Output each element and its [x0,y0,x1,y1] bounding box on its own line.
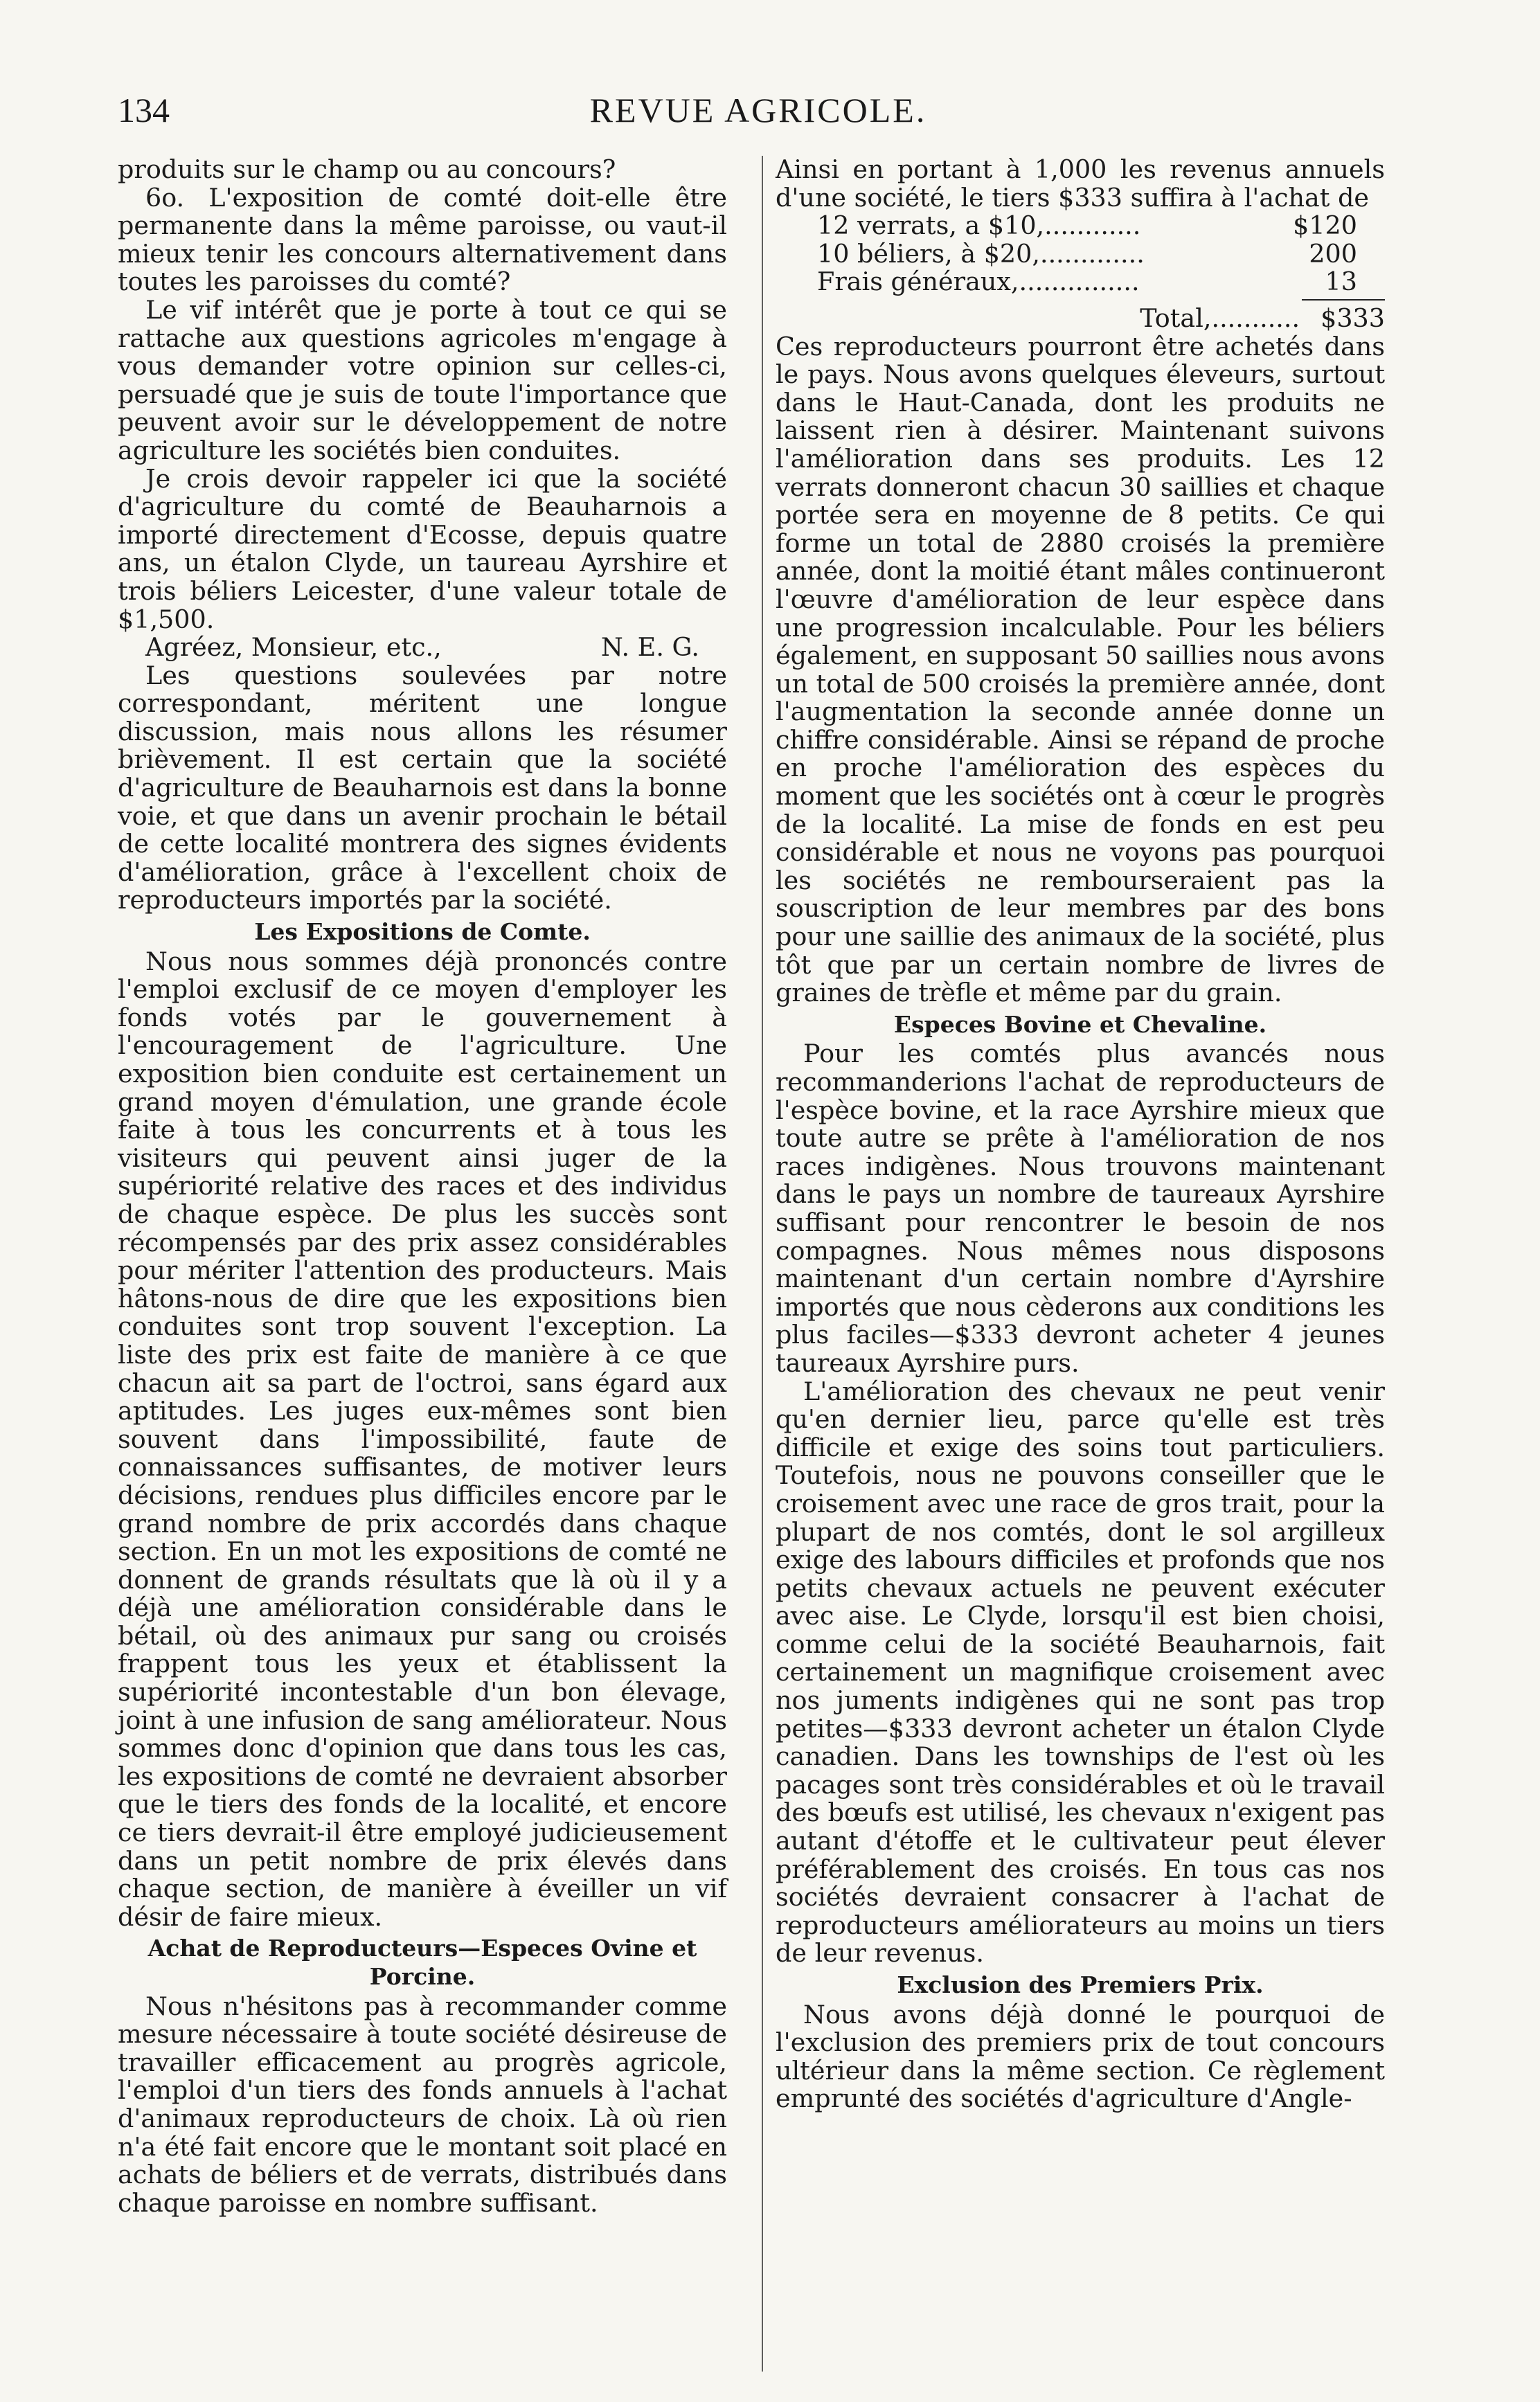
paragraph: Ces reproducteurs pourront être achetés dans le pays. Nous avons quelques éleveurs, surtout dans le Haut-Canada, dont les produits ne laissent rien à désirer. Maintenant suivons l'amélioration dans ses produits. Les 12 verrats donneront chacun 30 saillies et chaque portée sera en moyenne de 8 petits. Ce qui forme un total de 2880 croisés la première année, dont la moitié étant mâles continueront l'œuvre d'amélioration de leur espèce dans une progression incalculable. Pour les béliers également, en supposant 50 saillies nous avons un total de 500 croisés la première année, dont l'augmentation la seconde année donne un chiffre considérable. Ainsi se répand de proche en proche l'amélioration des espèces du moment que les sociétés ont à cœur le progrès de la localité. La mise de fonds en est peu considérable et nous ne voyons pas pourquoi les sociétés ne rembourseraient pas la souscription de leur membres par des bons pour une saillie des animaux de la société, plus tôt que par un certain nombre de livres de graines de trèfle et même par du grain. [776,331,1385,1008]
budget-table [817,212,1357,296]
paragraph: L'amélioration des chevaux ne peut venir qu'en dernier lieu, parce qu'elle est très difficile et exige des soins tout particuliers. Toutefois, nous ne pouvons conseiller que le croisement avec une race de gros trait, pour la plupart de nos comtés, dont le sol argilleux exige des labours difficiles et profonds que nos petits chevaux actuels ne peuvent exécuter avec aise. Le Clyde, lorsqu'il est bien choisi, comme celui de la société Beauharnois, fait certainement un magnifique croisement avec nos juments indigènes qui ne sont pas trop petites—$333 devront acheter un étalon Clyde canadien. Dans les townships de l'est où les pacages sont très considérables et où le travail des bœufs est utilisé, les chevaux n'exigent pas autant d'étoffe et le cultivateur peut élever préférablement des croisés. En tous cas nos sociétés devraient consacrer à l'achat de reproducteurs améliorateurs au moins un tiers de leur revenus. [776,1376,1385,1969]
section-heading: Especes Bovine et Chevaline. [893,1010,1267,1038]
section-heading: Achat de Reproducteurs—Especes Ovine et Porcine. [147,1935,697,1990]
paragraph: Ainsi en portant à 1,000 les revenus annuels d'une société, le tiers $333 suffira à l'achat de [776,154,1385,213]
running-title: REVUE AGRICOLE. [589,91,927,129]
budget-item: 12 verrats, a $10,............ [817,210,1141,241]
budget-amount: 200 [1309,238,1357,269]
budget-item: Frais généraux,............... [817,267,1140,297]
signature-closing: Agréez, Monsieur, etc., [145,632,442,663]
section-heading: Les Expositions de Comte. [254,918,591,946]
budget-total [776,305,1385,333]
budget-row [817,240,1357,269]
budget-row [817,268,1357,296]
paragraph: Je crois devoir rappeler ici que la société d'agriculture du comté de Beauharnois a importé directement d'Ecosse, depuis quatre ans, un étalon Clyde, un taureau Ayrshire et trois béliers Leicester, d'une valeur totale de $1,500. [118,463,727,634]
page-header [118,90,1399,138]
budget-row [817,212,1357,240]
right-column [776,156,1385,2113]
paragraph: Le vif intérêt que je porte à tout ce qui se rattache aux questions agricoles m'engage à vous demander votre opinion sur celles-ci, persuadé que je suis de toute l'importance que peuvent avoir sur le développement de notre agriculture les sociétés bien conduites. [118,294,727,465]
budget-amount: $120 [1293,210,1357,241]
budget-amount: 13 [1325,267,1357,297]
column-divider [762,156,763,2372]
paragraph: Pour les comtés plus avancés nous recommanderions l'achat de reproducteurs de l'espèce bovine, et la race Ayrshire mieux que toute autre se prête à l'amélioration de nos races indigènes. Nous trouvons maintenant dans le pays un nombre de taureaux Ayrshire suffisant pour rencontrer le besoin de nos compagnes. Nous mêmes nous disposons maintenant d'un certain nombre d'Ayrshire importés que nous cèderons aux conditions les plus faciles—$333 devront acheter 4 jeunes taureaux Ayrshire purs. [776,1039,1385,1378]
signature-line [118,634,727,662]
paragraph: Nous n'hésitons pas à recommander comme mesure nécessaire à toute société désireuse de travailler efficacement au progrès agricole, l'emploi d'un tiers des fonds annuels à l'achat d'animaux reproducteurs de choix. Là où rien n'a été fait encore que le montant soit placé en achats de béliers et de verrats, distribués dans chaque paroisse en nombre suffisant. [118,1991,727,2218]
paragraph: produits sur le champ ou au concours? [118,154,616,184]
section-heading: Exclusion des Premiers Prix. [897,1971,1264,1998]
paragraph: Nous nous sommes déjà prononcés contre l'emploi exclusif de ce moyen d'employer les fonds votés par le gouvernement à l'encouragement de l'agriculture. Une exposition bien conduite est certainement un grand moyen d'émulation, une grande école faite à tous les concurrents et à tous les visiteurs qui peuvent ainsi juger de la supériorité relative des races et des individus de chaque espèce. De plus les succès sont récompensés par des prix assez considérables pour mériter l'attention des producteurs. Mais hâtons-nous de dire que les expositions bien conduites sont trop souvent l'exception. La liste des prix est faite de manière à ce que chacun ait sa part de l'octroi, sans égard aux aptitudes. Les juges eux-mêmes sont bien souvent dans l'impossibilité, faute de connaissances suffisantes, de motiver leurs décisions, rendues plus difficiles encore par le grand nombre de prix accordés dans chaque section. En un mot les expositions de comté ne donnent de grands résultats que là où il y a déjà une amélioration considérable dans le bétail, où des animaux pur sang ou croisés frappent tous les yeux et établissent la supériorité incontestable d'un bon élevage, joint à une infusion de sang améliorateur. Nous sommes donc d'opinion que dans tous les cas, les expositions de comté ne devraient absorber que le tiers des fonds de la localité, et encore ce tiers devrait-il être employé judicieusement dans un petit nombre de prix élevés dans chaque section, de manière à éveiller un vif désir de faire mieux. [118,946,727,1932]
signature-initials: N. E. G. [600,632,699,663]
page-number: 134 [118,91,170,129]
budget-item: 10 béliers, à $20,............. [817,238,1145,269]
total-label: Total,........... [1140,303,1300,333]
paragraph: 6o. L'exposition de comté doit-elle être permanente dans la même paroisse, ou vaut-il mieux tenir les concours alternativement dans toutes les paroisses du comté? [118,182,727,297]
paragraph: Les questions soulevées par notre correspondant, méritent une longue discussion, mais nous allons les résumer brièvement. Il est certain que la société d'agriculture de Beauharnois est dans la bonne voie, et que dans un avenir prochain le bétail de cette localité montrera des signes évidents d'amélioration, grâce à l'excellent choix de reproducteurs importés par la société. [118,660,727,915]
paragraph: Nous avons déjà donné le pourquoi de l'exclusion des premiers prix de tout concours ultérieur dans la même section. Ce règlement emprunté des sociétés d'agriculture d'Angle- [776,1999,1385,2114]
total-amount: $333 [1320,303,1385,333]
total-rule [1302,299,1385,301]
left-column [118,156,727,2217]
